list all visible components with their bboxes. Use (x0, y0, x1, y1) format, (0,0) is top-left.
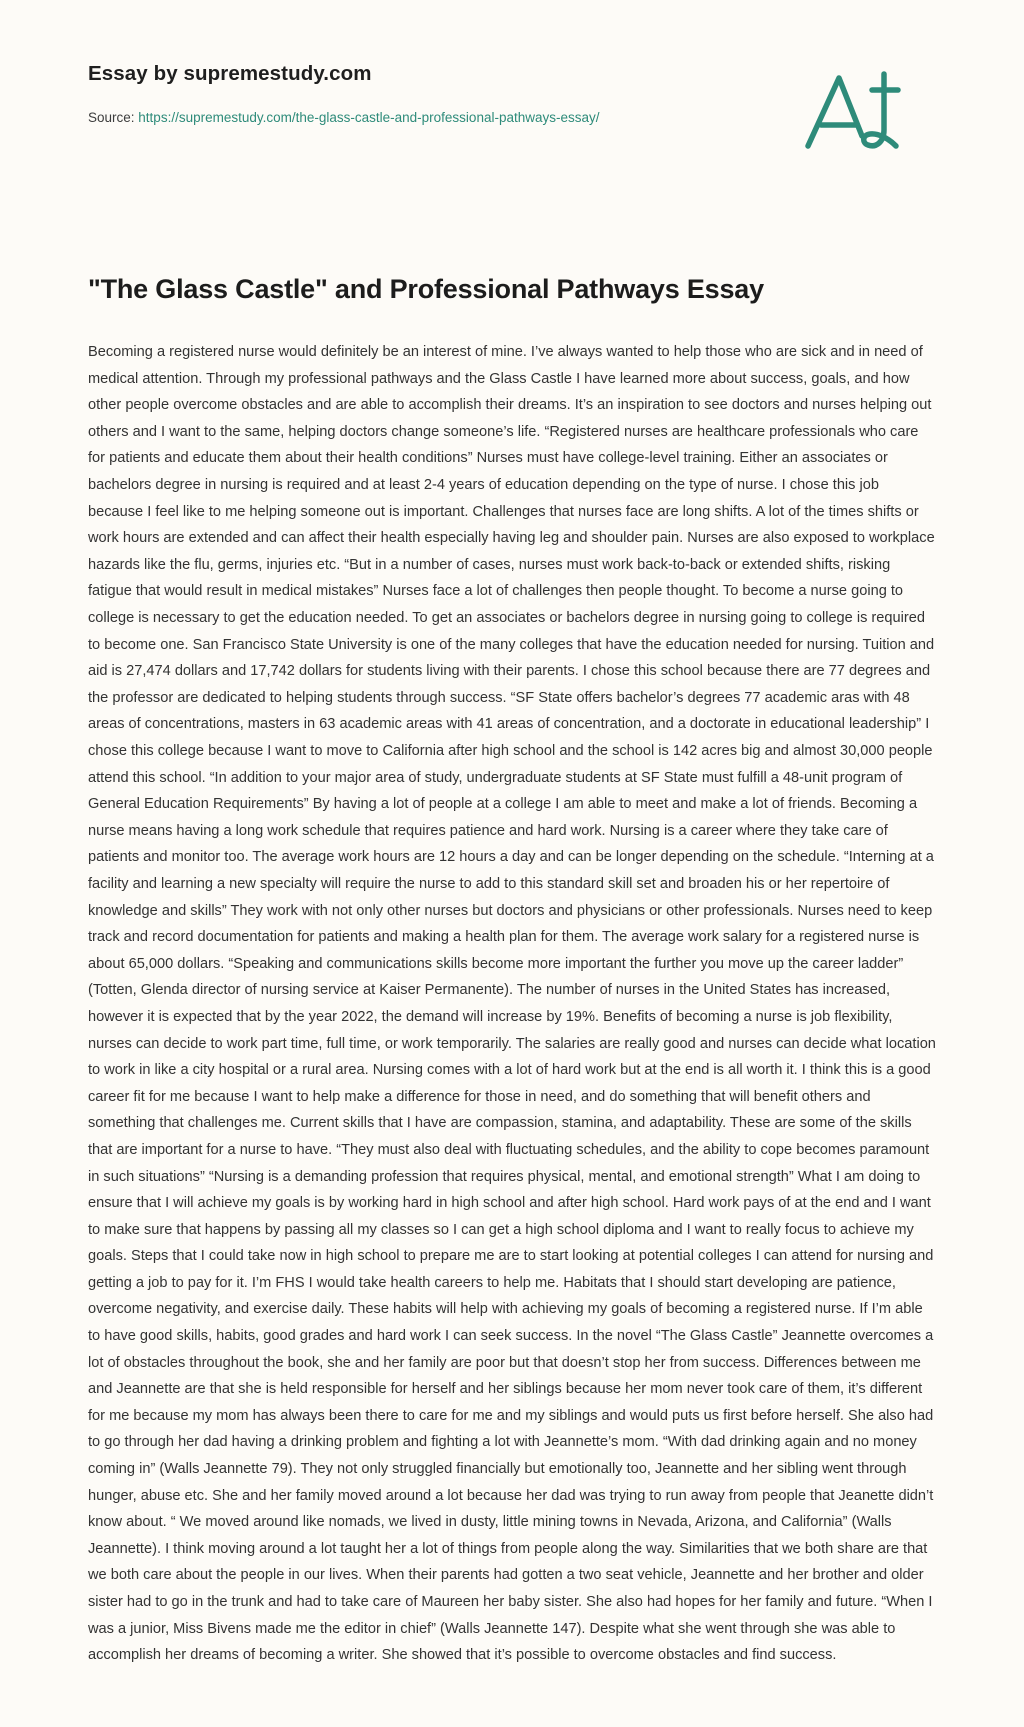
page-title: "The Glass Castle" and Professional Pathways Essay (88, 274, 764, 304)
article-paragraph: Becoming a registered nurse would definitely be an interest of mine. I’ve always wanted to help those who are sick and in need of medical attention. Through my professional pathways and the Glass Castle I have learned more about success, goals, and how other people overcome obstacles and are able to accomplish their dreams. It’s an inspiration to see doctors and nurses helping out others and I want to the same, helping doctors change someone’s life. “Registered nurses are healthcare professionals who care for patients and educate them about their health conditions” Nurses must have college-level training. Either an associates or bachelors degree in nursing is required and at least 2-4 years of education depending on the type of nurse. I chose this job because I feel like to me helping someone out is important. Challenges that nurses face are long shifts. A lot of the times shifts or work hours are extended and can affect their health especially having leg and shoulder pain. Nurses are also exposed to workplace hazards like the flu, germs, injuries etc. “But in a number of cases, nurses must work back-to-back or extended shifts, risking fatigue that would result in medical mistakes” Nurses face a lot of challenges then people thought. To become a nurse going to college is necessary to get the education needed. To get an associates or bachelors degree in nursing going to college is required to become one. San Francisco State University is one of the many colleges that have the education needed for nursing. Tuition and aid is 27,474 dollars and 17,742 dollars for students living with their parents. I chose this school because there are 77 degrees and the professor are dedicated to helping students through success. “SF State offers bachelor’s degrees 77 academic aras with 48 areas of concentrations, masters in 63 academic areas with 41 areas of concentration, and a doctorate in educational leadership” I chose this college because I want to move to California after high school and the school is 142 acres big and almost 30,000 people attend this school. “In addition to your major area of study, undergraduate students at SF State must fulfill a 48-unit program of General Education Requirements” By having a lot of people at a college I am able to meet and make a lot of friends. Becoming a nurse means having a long work schedule that requires patience and hard work. Nursing is a career where they take care of patients and monitor too. The average work hours are 12 hours a day and can be longer depending on the schedule. “Interning at a facility and learning a new specialty will require the nurse to add to this standard skill set and broaden his or her repertoire of knowledge and skills” They work with not only other nurses but doctors and physicians or other professionals. Nurses need to keep track and record documentation for patients and making a health plan for them. The average work salary for a registered nurse is about 65,000 dollars. “Speaking and communications skills become more important the further you move up the career ladder” (Totten, Glenda director of nursing service at Kaiser Permanente). The number of nurses in the United States has increased, however it is expected that by the year 2022, the demand will increase by 19%. Benefits of becoming a nurse is job flexibility, nurses can decide to work part time, full time, or work temporarily. The salaries are really good and nurses can decide what location to work in like a city hospital or a rural area. Nursing comes with a lot of hard work but at the end is all worth it. I think this is a good career fit for me because I want to help make a difference for those in need, and do something that will benefit others and something that challenges me. Current skills that I have are compassion, stamina, and adaptability. These are some of the skills that are important for a nurse to have. “They must also deal with fluctuating schedules, and the ability to cope becomes paramount in such situations” “Nursing is a demanding profession that requires physical, mental, and emotional strength” What I am doing to ensure that I will achieve my goals is by working hard in high school and after high school. Hard work pays of at the end and I want to make sure that happens by passing all my classes so I can get a high school diploma and I want to really focus to achieve my goals. Steps that I could take now in high school to prepare me are to start looking at potential colleges I can attend for nursing and getting a job to pay for it. I’m FHS I would take health careers to help me. Habitats that I should start developing are patience, overcome negativity, and exercise daily. These habits will help with achieving my goals of becoming a registered nurse. If I’m able to have good skills, habits, good grades and hard work I can seek success. In the novel “The Glass Castle” Jeannette overcomes a lot of obstacles throughout the book, she and her family are poor but that doesn’t stop her from success. Differences between me and Jeannette are that she is held responsible for herself and her siblings because her mom never took care of them, it’s different for me because my mom has always been there to care for me and my siblings and would puts us first before herself. She also had to go through her dad having a drinking problem and fighting a lot with Jeannette’s mom. “With dad drinking again and no money coming in” (Walls Jeannette 79). They not only struggled financially but emotionally too, Jeannette and her sibling went through hunger, abuse etc. She and her family moved around a lot because her dad was trying to run away from people that Jeanette didn’t know about. “ We moved around like nomads, we lived in dusty, little mining towns in Nevada, Arizona, and California” (Walls Jeannette). I think moving around a lot taught her a lot of things from people along the way. Similarities that we both share are that we both care about the people in our lives. When their parents had gotten a two seat vehicle, Jeannette and her brother and older sister had to go in the trunk and had to take care of Maureen her baby sister. She also had hopes for her family and future. “When I was a junior, Miss Bivens made me the editor in chief” (Walls Jeannette 147). Despite what she went through she was able to accomplish her dreams of becoming a writer. She showed that it’s possible to overcome obstacles and find success. (88, 344, 936, 1664)
article-body (88, 339, 936, 1669)
site-title: Essay by supremestudy.com (88, 62, 372, 85)
letter-a-logo-icon (798, 68, 910, 154)
article (0, 272, 1024, 1727)
source-url-link[interactable]: https://supremestudy.com/the-glass-castle-and-professional-pathways-essay/ (138, 109, 600, 125)
source-line (88, 109, 600, 127)
header-left (88, 62, 600, 126)
page-header (0, 0, 1024, 154)
source-label: Source: (88, 109, 135, 125)
